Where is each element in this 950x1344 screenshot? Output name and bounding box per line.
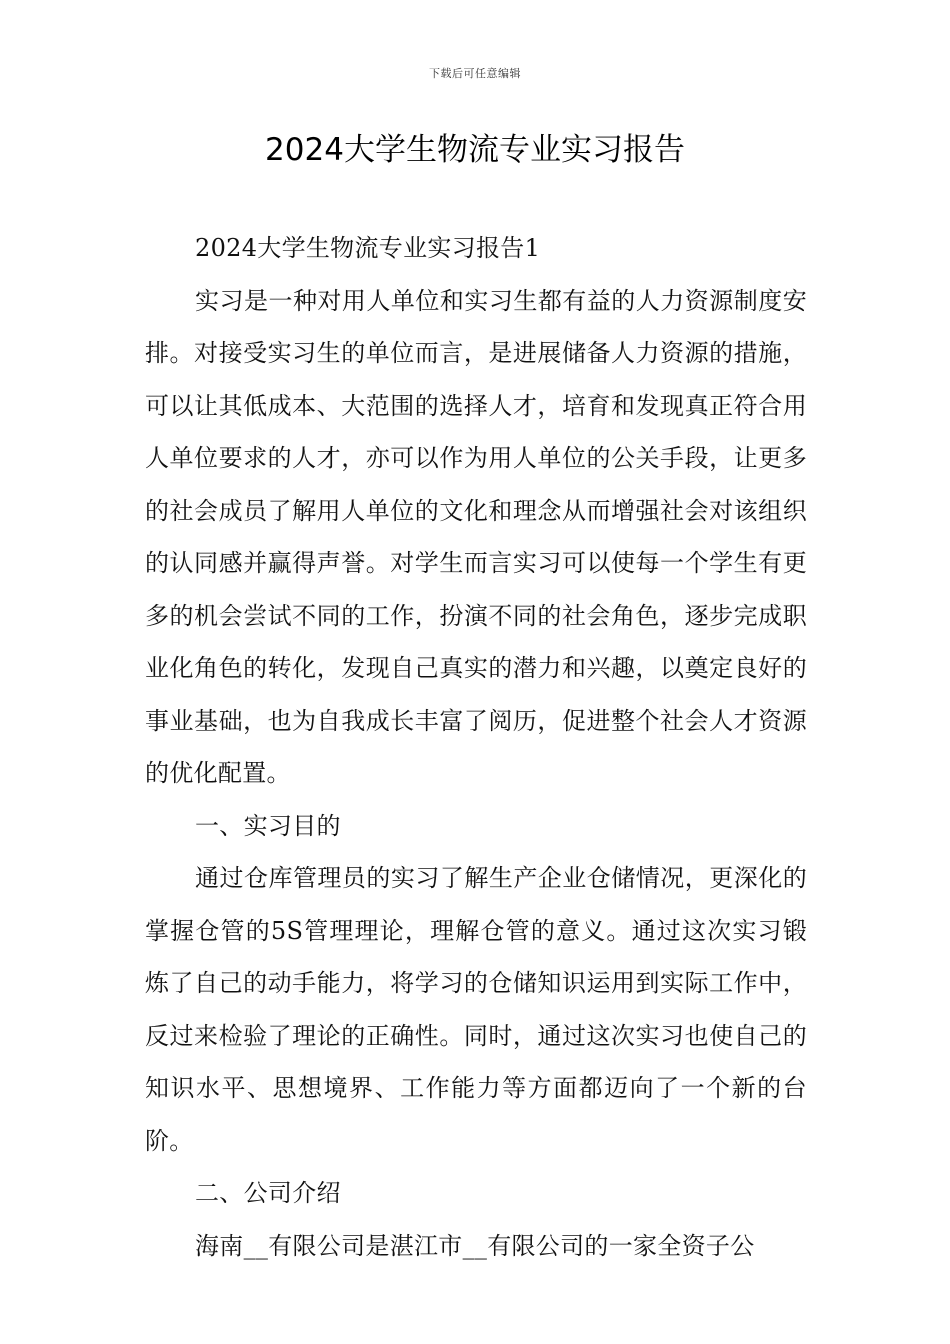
purpose-paragraph: 通过仓库管理员的实习了解生产企业仓储情况，更深化的掌握仓管的5S管理理论，理解仓管的意义。通过这次实习锻炼了自己的动手能力，将学习的仓储知识运用到实际工作中，反过来检验了理论的正确性。同时，通过这次实习也使自己的知识水平、思想境界、工作能力等方面都迈向了一个新的台阶。 <box>145 864 807 1155</box>
header-note: 下载后可任意编辑 <box>429 67 521 80</box>
intro-paragraph: 实习是一种对用人单位和实习生都有益的人力资源制度安排。对接受实习生的单位而言，是进展储备人力资源的措施，可以让其低成本、大范围的选择人才，培育和发现真正符合用人单位要求的人才，亦可以作为用人单位的公关手段，让更多的社会成员了解用人单位的文化和理念从而增强社会对该组织的认同感并赢得声誉。对学生而言实习可以使每一个学生有更多的机会尝试不同的工作，扮演不同的社会角色，逐步完成职业化角色的转化，发现自己真实的潜力和兴趣，以奠定良好的事业基础，也为自我成长丰富了阅历，促进整个社会人才资源的优化配置。 <box>145 286 807 787</box>
document-body <box>145 222 807 1272</box>
company-paragraph: 海南__有限公司是湛江市__有限公司的一家全资子公 <box>195 1231 755 1260</box>
section-heading-purpose: 一、实习目的 <box>195 811 341 840</box>
report-subtitle: 2024大学生物流专业实习报告1 <box>195 234 541 262</box>
document-title: 2024大学生物流专业实习报告 <box>265 132 685 168</box>
section-heading-company: 二、公司介绍 <box>195 1179 341 1207</box>
